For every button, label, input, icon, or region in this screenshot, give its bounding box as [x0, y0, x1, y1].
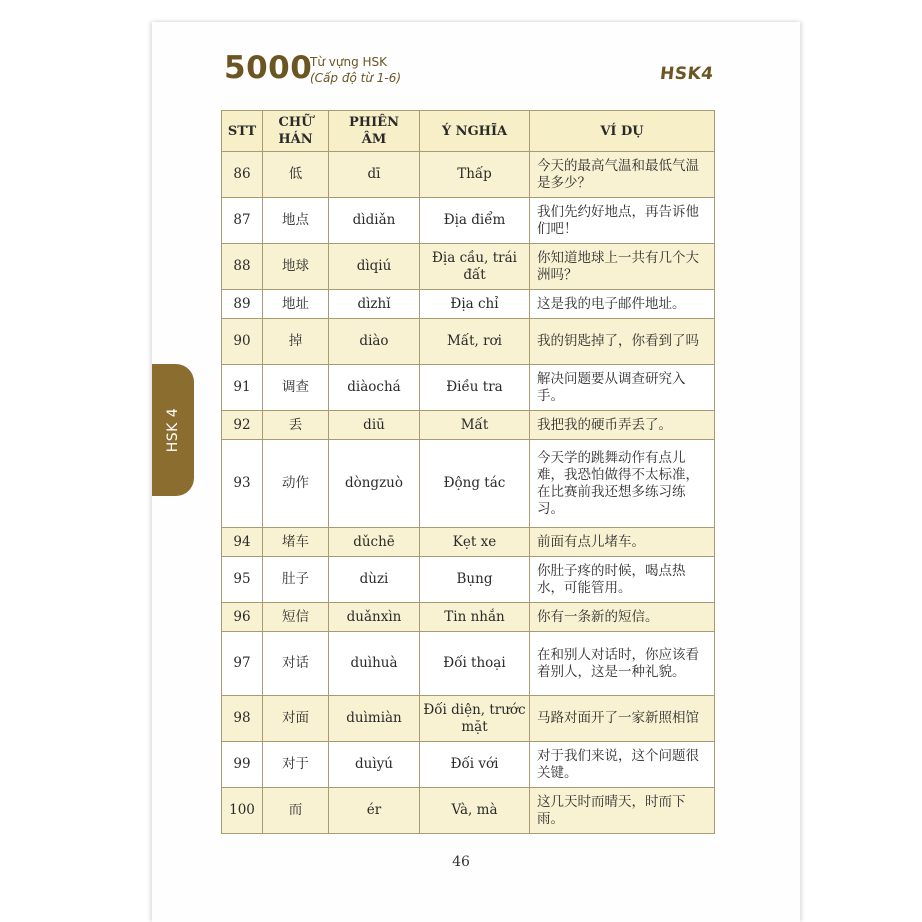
- row-han: 丢: [263, 411, 329, 440]
- column-header-meaning: Ý NGHĨA: [420, 111, 530, 152]
- row-han: 短信: [263, 603, 329, 632]
- row-han: 掉: [263, 319, 329, 365]
- row-example: 马路对面开了一家新照相馆: [530, 696, 715, 742]
- row-example: 你肚子疼的时候，喝点热水，可能管用。: [530, 557, 715, 603]
- row-stt: 90: [222, 319, 263, 365]
- table-row: [222, 557, 715, 603]
- row-pinyin: duìyú: [329, 742, 420, 788]
- row-pinyin: dùzi: [329, 557, 420, 603]
- row-meaning: Đối với: [420, 742, 530, 788]
- row-stt: 100: [222, 788, 263, 834]
- row-pinyin: diū: [329, 411, 420, 440]
- header-subtitle: [310, 54, 401, 86]
- row-meaning: Địa cầu, trái đất: [420, 244, 530, 290]
- column-header-example: VÍ DỤ: [530, 111, 715, 152]
- row-meaning: Kẹt xe: [420, 528, 530, 557]
- row-stt: 91: [222, 365, 263, 411]
- row-pinyin: dǔchē: [329, 528, 420, 557]
- row-pinyin: dìzhǐ: [329, 290, 420, 319]
- row-meaning: Địa chỉ: [420, 290, 530, 319]
- row-pinyin: dìdiǎn: [329, 198, 420, 244]
- row-pinyin: dòngzuò: [329, 440, 420, 528]
- row-han: 地球: [263, 244, 329, 290]
- row-han: 动作: [263, 440, 329, 528]
- row-han: 对面: [263, 696, 329, 742]
- row-example: 我的钥匙掉了，你看到了吗: [530, 319, 715, 365]
- table-row: [222, 696, 715, 742]
- row-example: 你知道地球上一共有几个大洲吗？: [530, 244, 715, 290]
- table-row: [222, 788, 715, 834]
- row-meaning: Đối thoại: [420, 632, 530, 696]
- row-pinyin: dī: [329, 152, 420, 198]
- row-example: 这几天时而晴天，时而下雨。: [530, 788, 715, 834]
- header-number: 5000: [224, 50, 313, 86]
- row-meaning: Đối diện, trước mặt: [420, 696, 530, 742]
- table-row: [222, 365, 715, 411]
- row-meaning: Bụng: [420, 557, 530, 603]
- row-pinyin: duǎnxìn: [329, 603, 420, 632]
- row-stt: 95: [222, 557, 263, 603]
- column-header-pinyin: PHIÊN ÂM: [329, 111, 420, 152]
- row-example: 在和别人对话时，你应该看着别人，这是一种礼貌。: [530, 632, 715, 696]
- row-pinyin: dìqiú: [329, 244, 420, 290]
- row-example: 你有一条新的短信。: [530, 603, 715, 632]
- row-han: 地址: [263, 290, 329, 319]
- row-meaning: Động tác: [420, 440, 530, 528]
- row-stt: 89: [222, 290, 263, 319]
- row-example: 解决问题要从调查研究入手。: [530, 365, 715, 411]
- header-subtitle-line2: (Cấp độ từ 1-6): [310, 71, 402, 85]
- row-meaning: Mất: [420, 411, 530, 440]
- vocabulary-table: [221, 110, 715, 834]
- table-header-row: [222, 111, 715, 152]
- row-pinyin: diào: [329, 319, 420, 365]
- row-stt: 98: [222, 696, 263, 742]
- row-pinyin: diàochá: [329, 365, 420, 411]
- row-meaning: Địa điểm: [420, 198, 530, 244]
- row-stt: 99: [222, 742, 263, 788]
- page-number: 46: [452, 854, 470, 870]
- row-stt: 87: [222, 198, 263, 244]
- row-example: 今天的最高气温和最低气温是多少？: [530, 152, 715, 198]
- table-row: [222, 152, 715, 198]
- row-stt: 92: [222, 411, 263, 440]
- row-example: 我们先约好地点，再告诉他们吧！: [530, 198, 715, 244]
- table-row: [222, 528, 715, 557]
- header-subtitle-line1: Từ vựng HSK: [310, 55, 388, 69]
- row-example: 对于我们来说，这个问题很关键。: [530, 742, 715, 788]
- row-pinyin: duìhuà: [329, 632, 420, 696]
- row-example: 前面有点儿堵车。: [530, 528, 715, 557]
- row-stt: 93: [222, 440, 263, 528]
- level-tag: HSK4: [658, 64, 715, 84]
- row-stt: 88: [222, 244, 263, 290]
- row-pinyin: duìmiàn: [329, 696, 420, 742]
- side-tab: [152, 364, 194, 496]
- row-han: 对话: [263, 632, 329, 696]
- row-stt: 96: [222, 603, 263, 632]
- row-meaning: Mất, rơi: [420, 319, 530, 365]
- row-stt: 94: [222, 528, 263, 557]
- table-row: [222, 632, 715, 696]
- table-row: [222, 290, 715, 319]
- table-row: [222, 742, 715, 788]
- row-meaning: Và, mà: [420, 788, 530, 834]
- row-han: 低: [263, 152, 329, 198]
- row-han: 地点: [263, 198, 329, 244]
- row-meaning: Điều tra: [420, 365, 530, 411]
- table-row: [222, 603, 715, 632]
- row-han: 堵车: [263, 528, 329, 557]
- row-example: 这是我的电子邮件地址。: [530, 290, 715, 319]
- row-stt: 86: [222, 152, 263, 198]
- row-example: 我把我的硬币弄丢了。: [530, 411, 715, 440]
- row-han: 调查: [263, 365, 329, 411]
- row-pinyin: ér: [329, 788, 420, 834]
- table-row: [222, 440, 715, 528]
- row-han: 而: [263, 788, 329, 834]
- table-row: [222, 244, 715, 290]
- row-stt: 97: [222, 632, 263, 696]
- row-meaning: Thấp: [420, 152, 530, 198]
- table-row: [222, 411, 715, 440]
- column-header-stt: STT: [222, 111, 263, 152]
- column-header-han: CHỮ HÁN: [263, 111, 329, 152]
- table-row: [222, 198, 715, 244]
- side-tab-label: HSK 4: [165, 407, 181, 453]
- row-meaning: Tin nhắn: [420, 603, 530, 632]
- row-han: 肚子: [263, 557, 329, 603]
- row-han: 对于: [263, 742, 329, 788]
- table-row: [222, 319, 715, 365]
- row-example: 今天学的跳舞动作有点儿难，我恐怕做得不太标准，在比赛前我还想多练习练习。: [530, 440, 715, 528]
